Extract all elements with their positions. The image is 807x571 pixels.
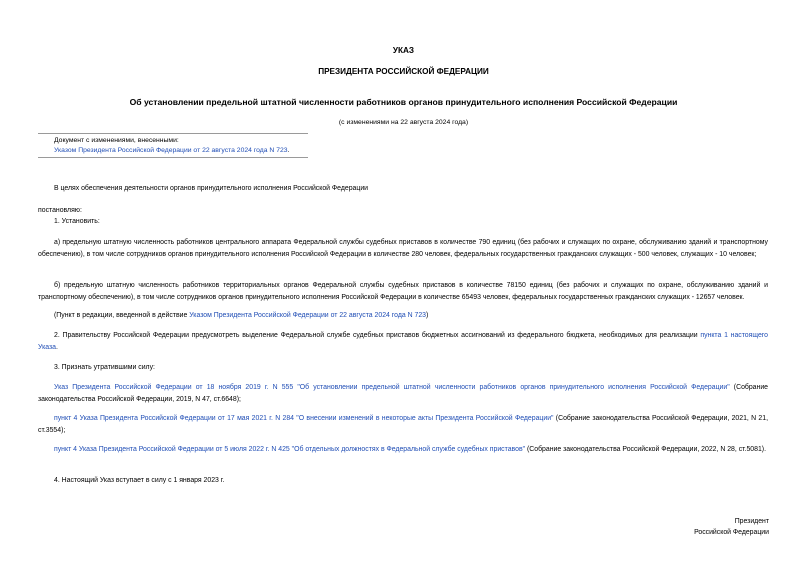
changes-box bbox=[38, 133, 308, 158]
repealed-act-3-suffix: (Собрание законодательства Российской Федерации, 2022, N 28, ст.5081). bbox=[525, 446, 767, 453]
changes-link-suffix: . bbox=[287, 147, 290, 154]
repealed-act-1 bbox=[38, 382, 768, 405]
document-heading: Об установлении предельной штатной численности работников органов принудительного исполнения Российской Федерации bbox=[129, 97, 678, 107]
item-3: 3. Признать утратившими силу: bbox=[54, 364, 155, 371]
changes-link[interactable]: Указом Президента Российской Федерации от 22 августа 2024 года N 723 bbox=[54, 147, 288, 154]
revision-note: (с изменениями на 22 августа 2024 года) bbox=[338, 119, 469, 126]
document-title: УКАЗ bbox=[392, 46, 415, 55]
item-2-suffix: . bbox=[55, 343, 58, 351]
repealed-act-2-link[interactable]: пункт 4 Указа Президента Российской Федерации от 17 мая 2021 г. N 284 "О внесении изменений в некоторые акты Президента Российской Федерации" bbox=[54, 415, 554, 422]
item-1a: а) предельную штатную численность работников центрального аппарата Федеральной службы судебных приставов в количестве 790 единиц (без рабочих и служащих по охране, обслуживанию зданий и транспортному обеспечению), в том числе сотрудников органов принудительного исполнения Российской Федерации в количестве 280 человек, федеральных государственных гражданских служащих - 500 человек, служащих - 10 человек; bbox=[38, 239, 768, 258]
signature-country: Российской Федерации bbox=[694, 529, 769, 536]
item-1: 1. Установить: bbox=[54, 218, 100, 225]
item-2-link[interactable]: пункта 1 настоящего Указа bbox=[38, 332, 768, 351]
note-prefix: (Пункт в редакции, введенной в действие bbox=[54, 312, 190, 319]
repealed-act-2 bbox=[38, 413, 768, 436]
item-2 bbox=[38, 330, 768, 353]
item-1b: б) предельную штатную численность работников территориальных органов Федеральной службы судебных приставов в количестве 78150 единиц (без рабочих и служащих по охране, обслуживанию зданий и транспортному обеспечению), в том числе сотрудников органов принудительного исполнения Российской Федерации в количестве 65493 человек, федеральных государственных гражданских служащих - 12657 человек. bbox=[38, 282, 768, 301]
item-2-text: 2. Правительству Российской Федерации предусмотреть выделение Федеральной службе судебных приставов бюджетных ассигнований из федерального бюджета, необходимых для реализации bbox=[54, 332, 701, 339]
repealed-act-2-suffix: (Собрание законодательства Российской Федерации, 2021, N 21, ст.3554); bbox=[38, 415, 768, 434]
repealed-act-1-link[interactable]: Указ Президента Российской Федерации от 18 ноября 2019 г. N 555 "Об установлении предельной штатной численности работников органов принудительного исполнения Российской Федерации" bbox=[54, 384, 730, 391]
intro-paragraph: В целях обеспечения деятельности органов принудительного исполнения Российской Федерации bbox=[54, 185, 369, 192]
document-issuer: ПРЕЗИДЕНТА РОССИЙСКОЙ ФЕДЕРАЦИИ bbox=[318, 67, 489, 76]
signature-title: Президент bbox=[734, 518, 769, 525]
changes-line bbox=[54, 146, 289, 156]
repealed-act-3 bbox=[38, 444, 768, 456]
repealed-act-3-link[interactable]: пункт 4 Указа Президента Российской Федерации от 5 июля 2022 г. N 425 "Об отдельных должностях в Федеральной службе судебных приставов" bbox=[54, 446, 526, 453]
item-4: 4. Настоящий Указ вступает в силу с 1 января 2023 г. bbox=[54, 477, 225, 484]
note-suffix: ) bbox=[426, 312, 429, 319]
changes-label: Документ с изменениями, внесенными: bbox=[54, 137, 179, 144]
note-link[interactable]: Указом Президента Российской Федерации от 22 августа 2024 года N 723 bbox=[189, 312, 426, 319]
decree-word: постановляю: bbox=[38, 207, 82, 214]
repealed-act-1-suffix: (Собрание законодательства Российской Федерации, 2019, N 47, ст.6648); bbox=[38, 384, 769, 403]
revision-note-item1 bbox=[38, 310, 768, 322]
